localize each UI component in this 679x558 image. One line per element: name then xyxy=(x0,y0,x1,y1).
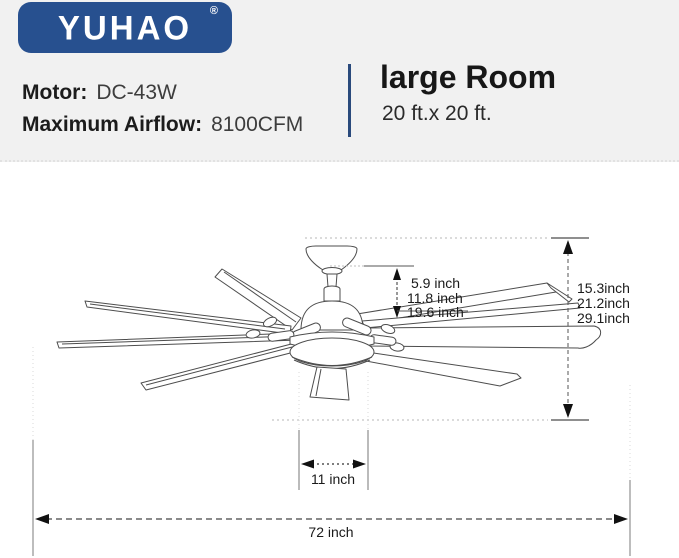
dim-label-body-width: 11 inch xyxy=(310,471,356,487)
airflow-value: 8100CFM xyxy=(211,113,304,137)
brand-logo-text: YUHAO xyxy=(57,8,193,47)
room-title: large Room xyxy=(380,59,557,95)
dim-label-height-3: 29.1inch xyxy=(577,310,630,326)
airflow-label: Maximum Airflow: xyxy=(22,113,203,137)
motor-label: Motor: xyxy=(22,81,88,104)
fan-blade xyxy=(141,342,302,390)
dim-label-downrod-3: 19.6 inch xyxy=(407,304,464,320)
motor-value: DC-43W xyxy=(96,81,177,104)
downrod xyxy=(327,274,337,287)
dim-label-downrod-1: 5.9 inch xyxy=(411,275,461,291)
canopy-collar xyxy=(322,268,342,275)
dim-label-height-1: 15.3inch xyxy=(577,280,630,296)
fan-blade xyxy=(350,350,521,386)
dim-label-blade-span: 72 inch xyxy=(308,524,354,540)
ceiling-fan-drawing xyxy=(57,246,601,400)
dim-label-downrod-2: 11.8 inch xyxy=(407,290,463,306)
dim-label-height-2: 21.2inch xyxy=(577,295,630,311)
room-size: 20 ft.x 20 ft. xyxy=(382,102,492,126)
registered-trademark-icon: ® xyxy=(209,5,218,17)
light-kit xyxy=(290,338,374,366)
